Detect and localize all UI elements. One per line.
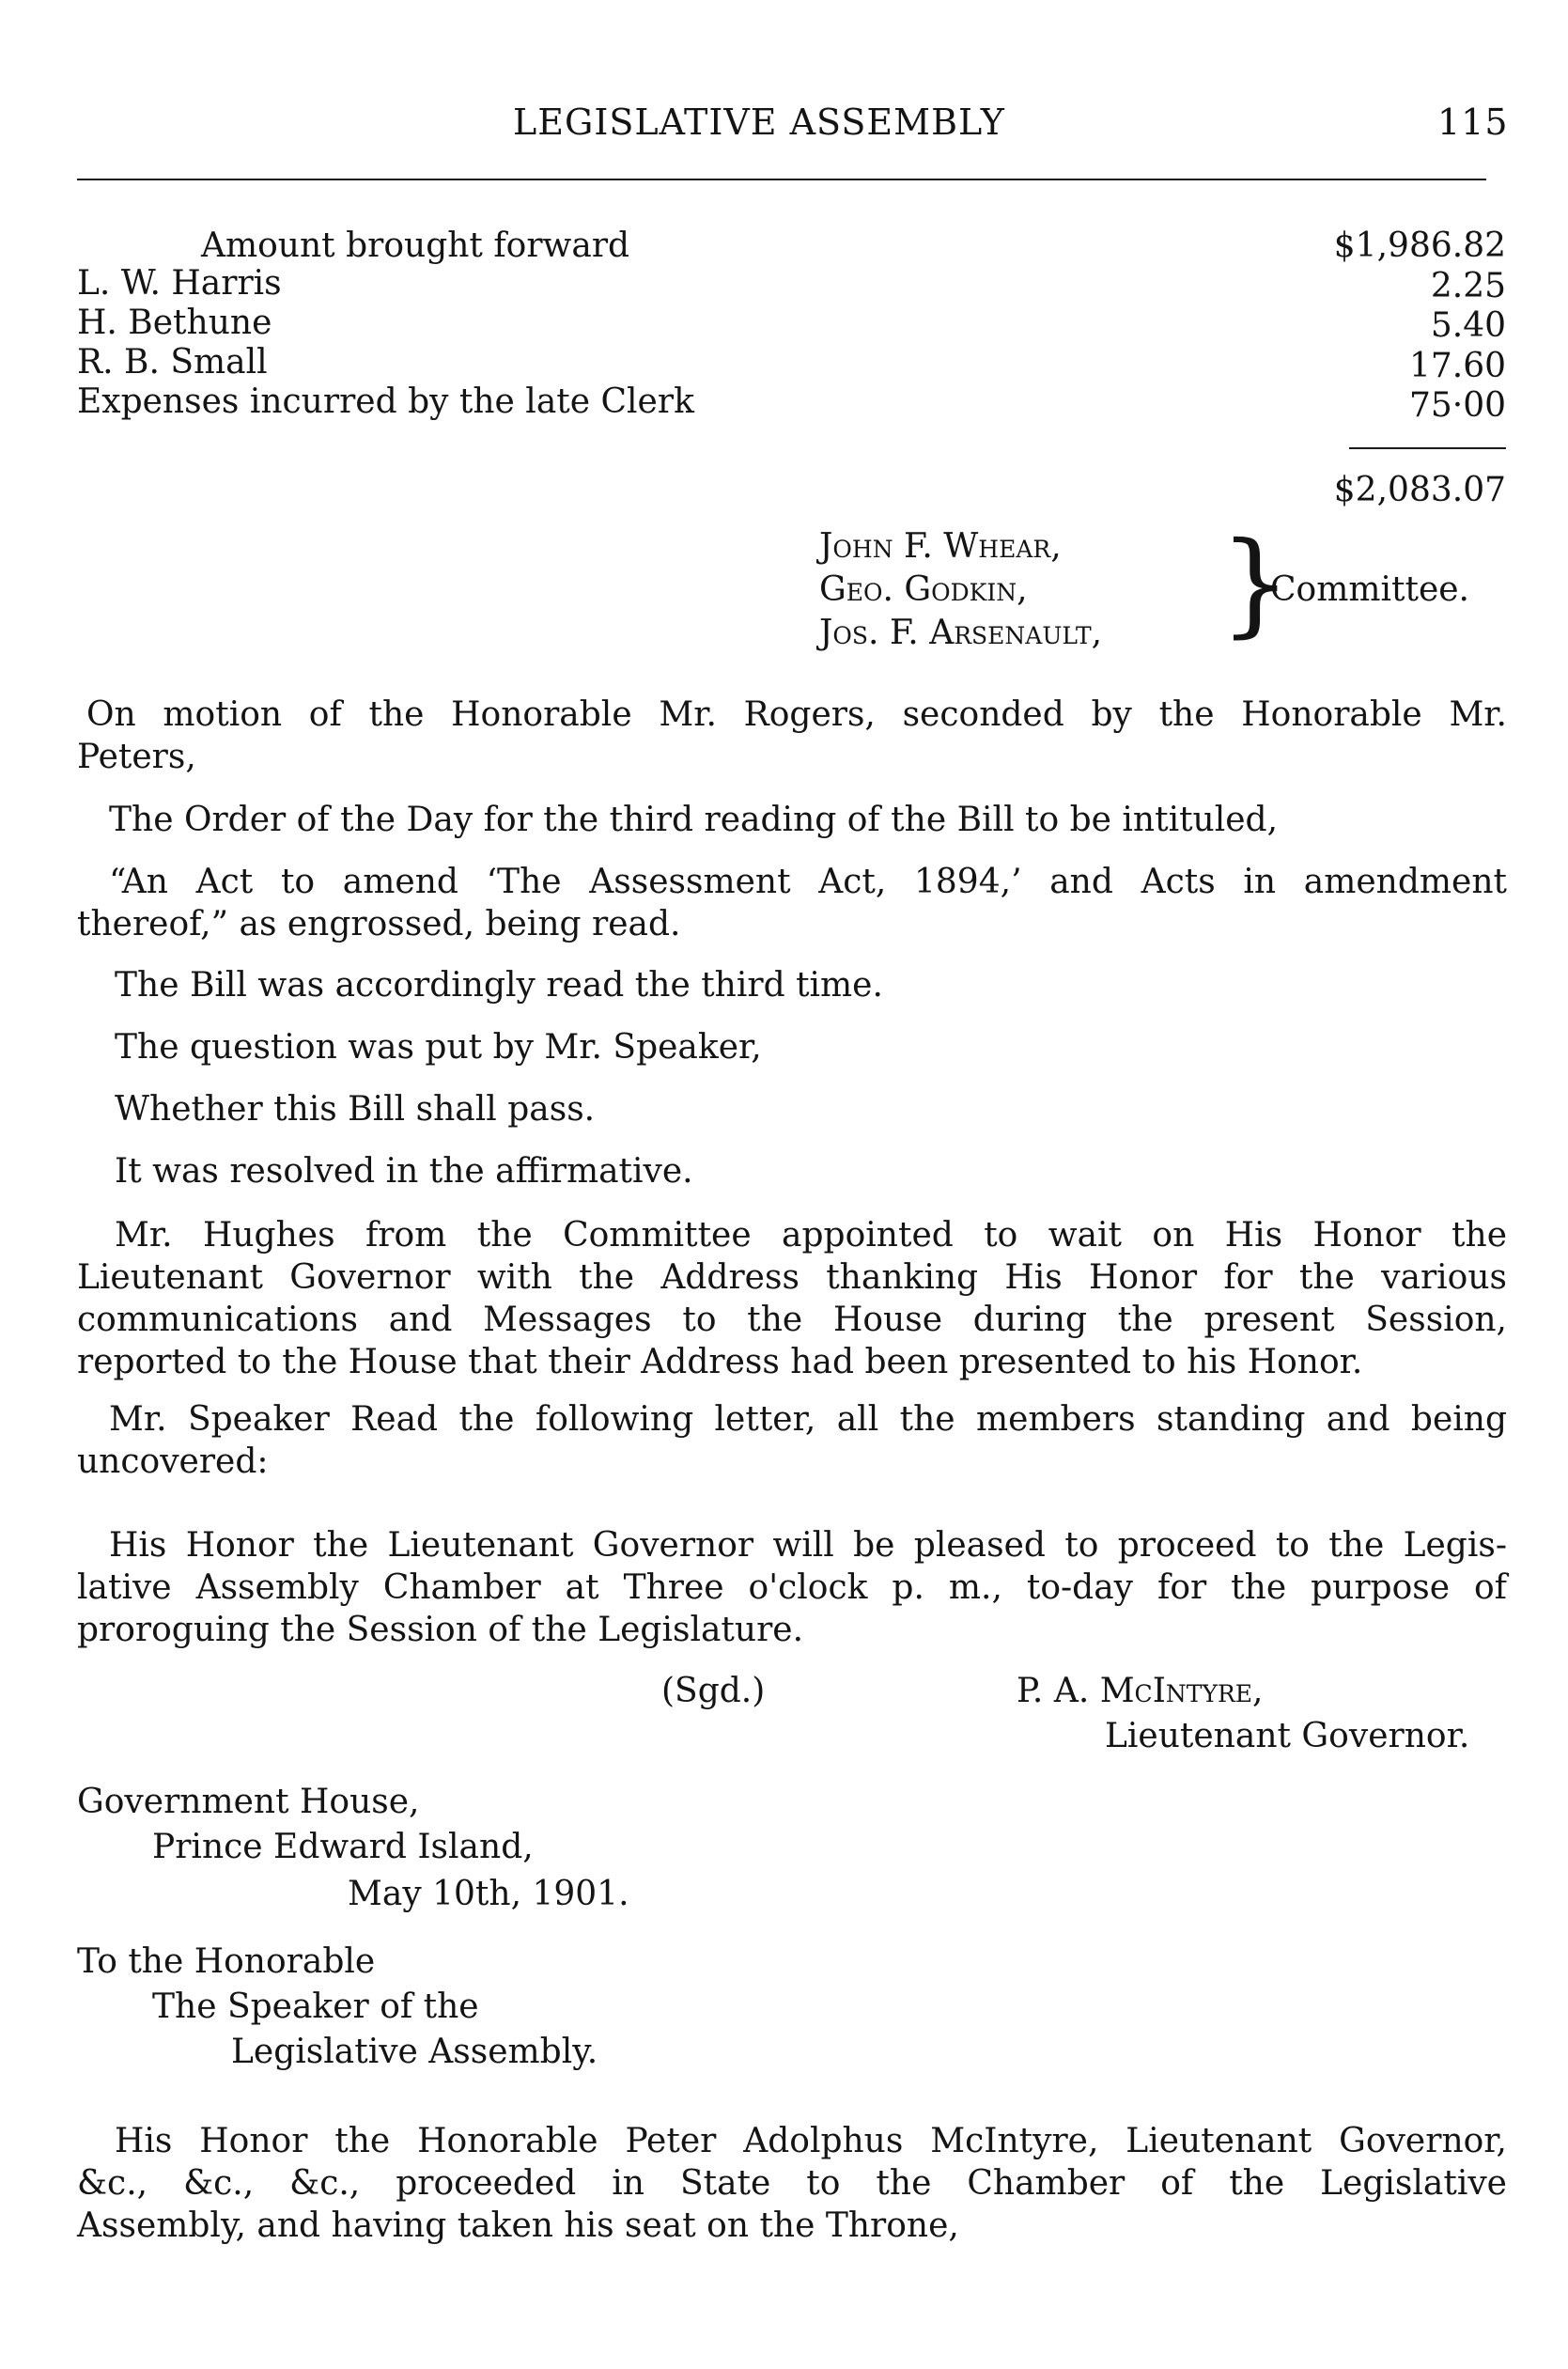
order-paragraph [77, 799, 1507, 841]
account-row-amount: $1,986.82 [1333, 226, 1506, 265]
text-line: communications and Messages to the House during the present Session, [77, 1301, 1507, 1339]
text-line: Peters, [77, 738, 196, 776]
signer-title: Lieutenant Governor. [1105, 1717, 1470, 1755]
signer-name: P. A. McIntyre, [1017, 1672, 1264, 1710]
account-row-amount: 75·00 [1408, 386, 1506, 425]
account-total: $2,083.07 [1333, 471, 1506, 509]
account-row-label: Amount brought forward [201, 226, 630, 265]
text-line: The question was put by Mr. Speaker, [115, 1028, 762, 1067]
text-line: uncovered: [77, 1442, 269, 1481]
text-line: Mr. Speaker Read the following letter, all the members standing and being [109, 1400, 1507, 1439]
account-row-label: H. Bethune [77, 304, 272, 342]
text-line: Assembly, and having taken his seat on the Throne, [77, 2206, 959, 2245]
text-line: Mr. Hughes from the Committee appointed to wait on His Honor the [115, 1216, 1507, 1255]
text-line: His Honor the Lieutenant Governor will be pleased to proceed to the Legis- [109, 1526, 1507, 1565]
address-line: Prince Edward Island, [152, 1828, 534, 1866]
question-paragraph [77, 1026, 1507, 1068]
account-row-label: Expenses incurred by the late Clerk [77, 382, 694, 421]
committee-member: John F. Whear, [819, 527, 1062, 566]
text-line: &c., &c., &c., proceeded in State to the Chamber of the Legislative [77, 2164, 1507, 2203]
text-line: The Bill was accordingly read the third time. [115, 966, 883, 1005]
committee-member: Jos. F. Arsenault, [819, 614, 1103, 652]
text-line: Whether this Bill shall pass. [115, 1090, 596, 1129]
text-line: “An Act to amend ‘The Assessment Act, 1894,’ and Acts in amendment [109, 863, 1507, 901]
text-line: On motion of the Honorable Mr. Rogers, seconded by the Honorable Mr. [86, 695, 1507, 734]
letter-body [77, 1524, 1507, 1651]
sum-rule [1349, 447, 1506, 449]
committee-label: Committee. [1270, 570, 1469, 609]
address-line: Government House, [77, 1783, 420, 1821]
motion-paragraph [77, 694, 1507, 778]
signed-mark: (Sgd.) [661, 1672, 766, 1710]
text-line: lative Assembly Chamber at Three o'clock p. m., to-day for the purpose of [77, 1568, 1507, 1607]
running-head-title: LEGISLATIVE ASSEMBLY [513, 101, 1005, 143]
header-rule [77, 179, 1486, 180]
bill-title-paragraph [77, 861, 1507, 945]
reading-paragraph [77, 964, 1507, 1006]
committee-member: Geo. Godkin, [819, 570, 1028, 609]
whether-paragraph [77, 1088, 1507, 1130]
account-row-amount: 2.25 [1430, 267, 1506, 305]
account-row-label: L. W. Harris [77, 264, 282, 303]
speaker-paragraph [77, 1398, 1507, 1483]
text-line: Lieutenant Governor with the Address thanking His Honor for the various [77, 1258, 1507, 1297]
text-line: proroguing the Session of the Legislature. [77, 1611, 804, 1649]
recipient-line: The Speaker of the [152, 1987, 479, 2026]
text-line: His Honor the Honorable Peter Adolphus McIntyre, Lieutenant Governor, [115, 2122, 1507, 2160]
account-row-amount: 17.60 [1408, 347, 1506, 385]
brace-glyph: } [1219, 519, 1292, 649]
hughes-paragraph [77, 1214, 1507, 1383]
account-row-amount: 5.40 [1430, 306, 1506, 345]
recipient-line: To the Honorable [77, 1942, 376, 1981]
text-line: reported to the House that their Address had been presented to his Honor. [77, 1343, 1363, 1381]
account-row-label: R. B. Small [77, 343, 268, 382]
resolved-paragraph [77, 1150, 1507, 1192]
text-line: The Order of the Day for the third reading of the Bill to be intituled, [109, 801, 1279, 839]
recipient-line: Legislative Assembly. [231, 2033, 598, 2071]
page-number: 115 [1437, 101, 1509, 143]
closing-paragraph [77, 2120, 1507, 2247]
letter-date: May 10th, 1901. [348, 1875, 629, 1913]
text-line: It was resolved in the affirmative. [115, 1152, 693, 1191]
text-line: thereof,” as engrossed, being read. [77, 905, 681, 943]
